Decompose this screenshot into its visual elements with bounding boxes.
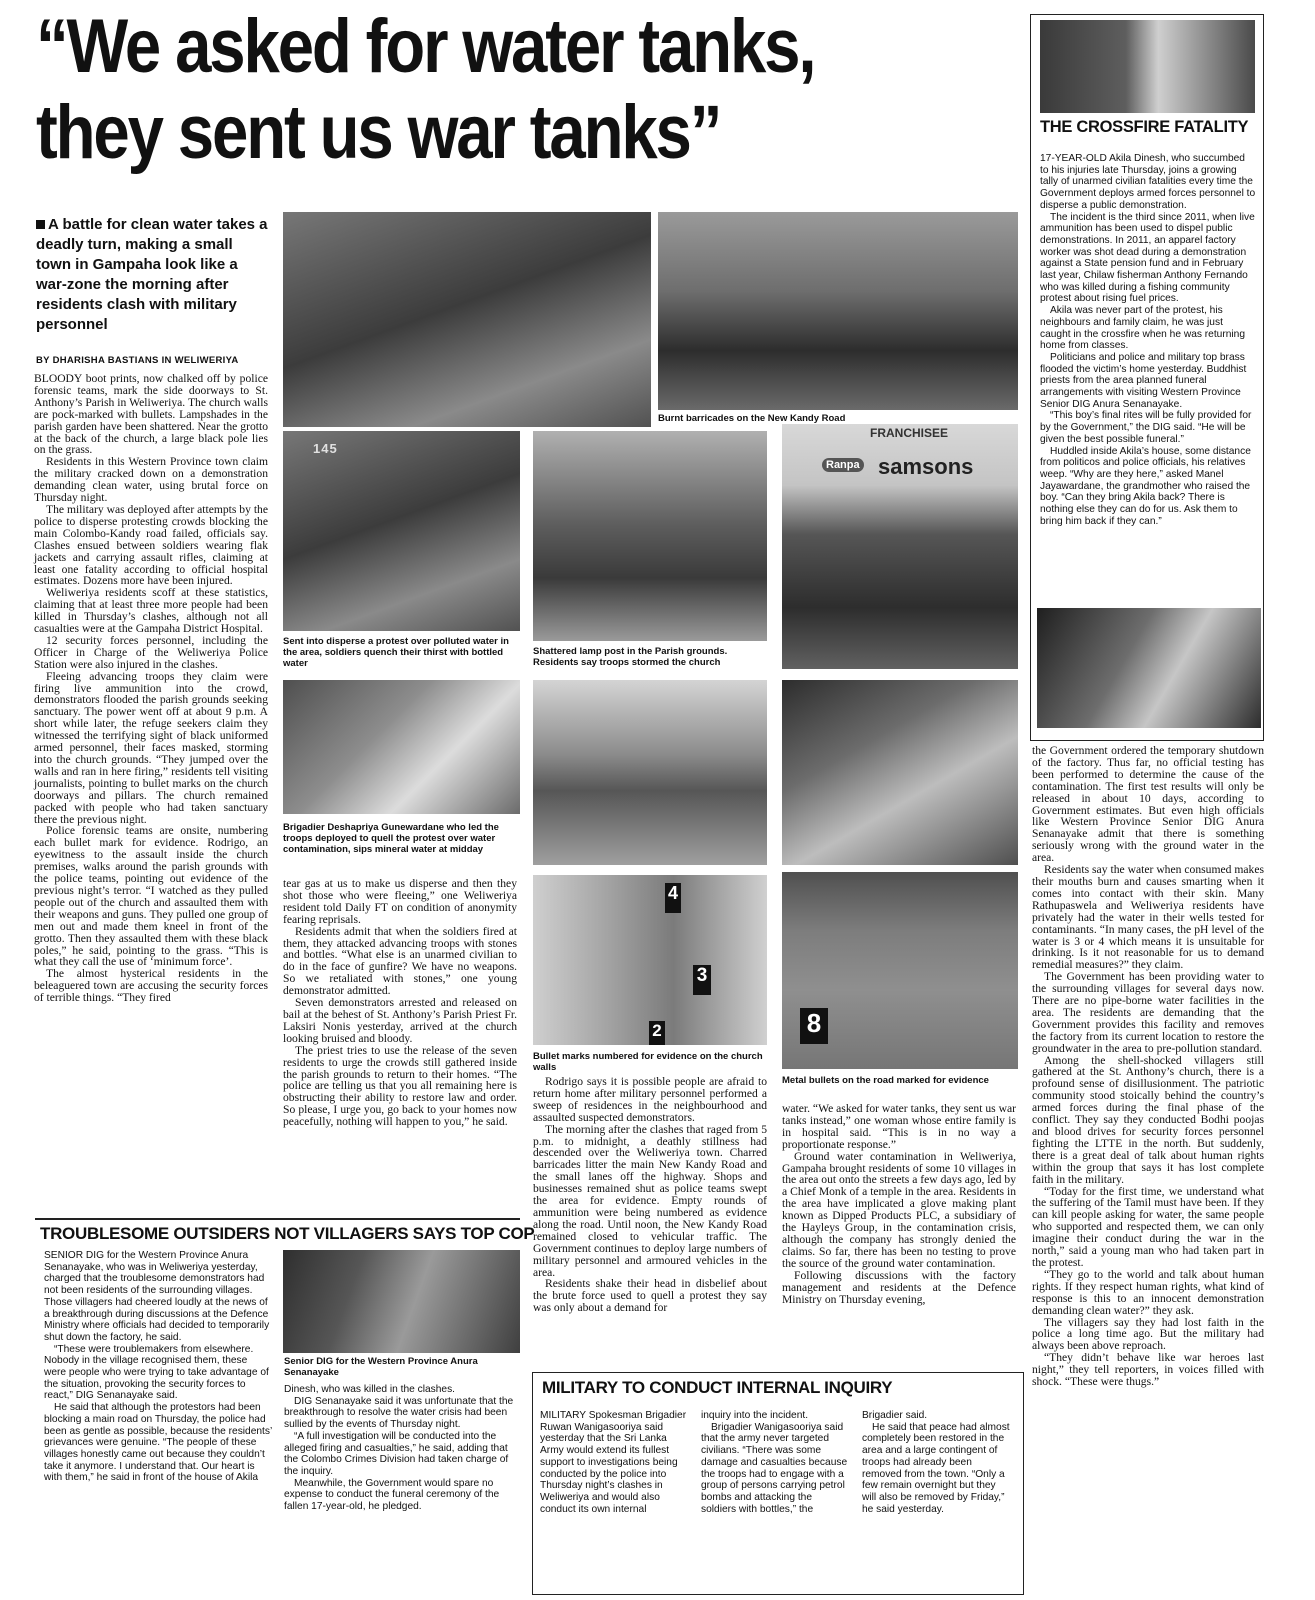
- paragraph: MILITARY Spokesman Brigadier Ruwan Wanigasooriya said yesterday that the Sri Lanka Army would extend its fullest support to investigations being conducted by the police into Thursday night’s clashes in Weliweriya and would also conduct its own internal: [540, 1410, 687, 1515]
- paragraph: “They go to the world and talk about human rights. If they respect human rights, what kind of response is this to an innocent demonstration demanding clean water?” they ask.: [1032, 1267, 1264, 1317]
- caption-senior-dig: Senior DIG for the Western Province Anura Senanayake: [284, 1356, 478, 1378]
- brigadier-photo: [283, 680, 520, 814]
- paragraph: BLOODY boot prints, now chalked off by police forensic teams, mark the side doorways to St. Anthony’s Parish in Weliweriya. The church walls are pock-marked with bullets. Lampshades in the parish garden have been shattered. Near the grotto at the back of the church, a large black pole lies on the grass.: [34, 372, 268, 457]
- sidebar-text: [1040, 153, 1256, 528]
- paragraph: Dinesh, who was killed in the clashes.: [284, 1384, 456, 1395]
- evidence-marker-8: 8: [800, 1008, 828, 1044]
- paragraph: the Government ordered the temporary shutdown of the factory. Thus far, no official testing has been performed to determine the cause of the contamination. The first test results will only be released in about 10 days, according to Government estimates. But even high officials like Western Province Senior DIG Anura Senanayake admit that there is something seriously wrong with the ground water in the area.: [1032, 744, 1264, 865]
- paragraph: Ground water contamination in Weliweriya, Gampaha brought residents of some 10 villages in the area out onto the streets a few days ago, led by a Chief Monk of a temple in the area. Residents in the area have implicated a glove making plant known as Dipped Products PLC, a subsidiary of the Hayleys Group, in the contamination crisis, although the company has strongly denied the claims. So far, there has been no testing to prove the source of the ground water contamination.: [782, 1149, 1016, 1270]
- paragraph: Weliweriya residents scoff at these statistics, claiming that at least three more people had been killed in Thursday’s clashes, although not all casualties were at the Gampaha District Hospital.: [34, 586, 268, 636]
- church-street-photo: [533, 680, 767, 865]
- caption-bullet-marks: Bullet marks numbered for evidence on the church walls: [533, 1051, 763, 1073]
- paragraph: Meanwhile, the Government would spare no expense to conduct the funeral ceremony of the fallen 17-year-old, he pledged.: [284, 1477, 500, 1513]
- paragraph: The incident is the third since 2011, when live ammunition has been used to dispel public demonstrations. In 2011, an apparel factory worker was shot dead during a demonstration against a State pension fund and in February last year, Chilaw fisherman Anthony Fernando who was killed during a fishing community protest about rising fuel prices.: [1040, 211, 1255, 305]
- box1-right-column: [284, 1384, 520, 1513]
- headline-line-2: they sent us war tanks”: [36, 90, 721, 175]
- deck-text: A battle for clean water takes a deadly turn, making a small town in Gampaha look like a war-zone the morning after residents clash with military personnel: [36, 216, 268, 333]
- paragraph: Among the shell-shocked villagers still gathered at the St. Anthony’s church, there is a profound sense of disillusionment. The patriotic community stood stoically behind the country’s armed forces during the final phase of the conflict. They say they conducted Bodhi poojas and blood drives for security forces personnel fighting the LTTE in the north. But suddenly, there is a great deal of talk about human rights within the group that says it has lost complete faith in the military.: [1032, 1053, 1264, 1186]
- franchisee-sign: FRANCHISEE: [870, 426, 949, 440]
- metal-bullets-photo: [782, 872, 1018, 1069]
- paragraph: DIG Senanayake said it was unfortunate that the breakthrough to resolve the water crisis had been sullied by the events of Thursday night.: [284, 1395, 514, 1431]
- paragraph: Brigadier said.: [862, 1410, 928, 1421]
- paragraph: Residents say the water when consumed makes their mouths burn and causes smarting when it comes into contact with their skin. Many Rathupaswela and Weliweriya residents have privately had the water in their wells tested for contaminants. “In many cases, the pH level of the water is 3 or 4 which means it is unsuitable for drinking. Is it not reasonable for us to demand remedial measures?” they claim.: [1032, 863, 1264, 972]
- armoured-vehicle-photo: [283, 212, 651, 427]
- paragraph: Brigadier Wanigasooriya said that the army never targeted civilians. “There was some damage and casualties because the troops had to engage with a group of persons carrying petrol bombs and attacking the soldiers with bottles,” the: [701, 1421, 848, 1515]
- bullet-marks-photo: [533, 875, 767, 1045]
- box1-left-column: [44, 1250, 272, 1484]
- article-column-5: [1032, 745, 1264, 1388]
- box2-column-a: [540, 1410, 688, 1515]
- paragraph: Seven demonstrators arrested and released on bail at the behest of St. Anthony’s Parish Priest Fr. Laksiri Nonis yesterday, arrived at the church looking bruised and bloody.: [283, 996, 517, 1045]
- article-column-2: [283, 878, 517, 1128]
- caption-soldiers-water: Sent into disperse a protest over polluted water in the area, soldiers quench their thirst with bottled water: [283, 636, 509, 669]
- evidence-marker-3: 3: [693, 965, 711, 995]
- paragraph: The military was deployed after attempts by the police to disperse protesting crowds blocking the main Colombo-Kandy road failed, officials say. Clashes ensued between soldiers wearing flak jackets and carrying assault rifles, claiming at least one fatality according to official hospital estimates. Dozens more have been injured.: [34, 502, 268, 588]
- paragraph: “Today for the first time, we understand what the suffering of the Tamil must have been. If they can kill people asking for water, the same people who supported and respected them, we can only imagine their conduct during the war in the north,” said a young man who had taken part in the protest.: [1032, 1184, 1264, 1269]
- article-column-1: [34, 373, 268, 1004]
- paragraph: SENIOR DIG for the Western Province Anura Senanayake, who was in Weliweriya yesterday, charged that the troublesome demonstrators had not been residents of the surrounding villages. Those villagers had cheered loudly at the news of a breakthrough during discussions at the Defence Ministry where officials had decided to temporarily shut down the factory, he said.: [44, 1250, 270, 1343]
- deck: [36, 215, 268, 335]
- paragraph: Residents shake their head in disbelief about the brute force used to quell a protest they say was only about a demand for: [533, 1277, 767, 1315]
- caption-metal-bullets: Metal bullets on the road marked for evidence: [782, 1075, 989, 1086]
- paragraph: The almost hysterical residents in the beleaguered town are accusing the security forces of terrible things. “They fired: [34, 967, 268, 1005]
- paragraph: Police forensic teams are onsite, numbering each bullet mark for evidence. Rodrigo, an eyewitness to the assault inside the church premises, walks around the parish grounds with the police teams, pointing out evidence of the previous night’s terror. “I watched as they pulled people out of the church and assaulted them with their weapons and guns. They pulled one group of men out and made them kneel in front of the grotto. Then they assaulted them with these black poles,” he said, pointing to the grass. “This is what they call the use of ‘minimum force’.: [34, 824, 268, 969]
- paragraph: 12 security forces personnel, including the Officer in Charge of the Weliweriya Police Station were also injured in the clashes.: [34, 633, 268, 671]
- burnt-barricades-photo: [658, 212, 1018, 410]
- paragraph: tear gas at us to make us disperse and then they shot those who were fleeing,” one Weliweriya resident told Daily FT on condition of anonymity fearing reprisals.: [283, 877, 517, 926]
- akila-dinesh-portrait: [1040, 20, 1255, 113]
- box2-title: MILITARY TO CONDUCT INTERNAL INQUIRY: [542, 1378, 893, 1397]
- samsons-sign: samsons: [878, 454, 974, 479]
- evidence-marker-4: 4: [665, 883, 681, 913]
- grandmother-photo: [1037, 608, 1261, 728]
- soldier-vehicle-photo: [782, 680, 1018, 865]
- paragraph: Fleeing advancing troops they claim were firing live ammunition into the crowd, demonstrators flooded the parish grounds seeking sanctuary. The power went off at about 9 p.m. A short while later, the refuge seekers claim they witnessed the terrifying sight of black uniformed armed personnel, their faces masked, storming into the church grounds. “They jumped over the walls and ran in here firing,” residents tell visiting journalists, pointing to bullet marks on the church doorways and pillars. The church remained packed with people who had taken sanctuary there the previous night.: [34, 669, 268, 826]
- paragraph: “A full investigation will be conducted into the alleged firing and casualties,” he said, adding that the Colombo Crimes Division had taken charge of the inquiry.: [284, 1430, 509, 1477]
- paragraph: Residents in this Western Province town claim the military cracked down on a demonstration demanding clean water, using brutal force on Thursday night.: [34, 455, 268, 505]
- paragraph: Politicians and police and military top brass flooded the victim’s home yesterday. Buddhist priests from the area planned funeral arrangements with visiting Western Province Senior DIG Anura Senanayake.: [1040, 351, 1247, 410]
- brand-logo: Ranpa: [822, 458, 864, 472]
- paragraph: The villagers say they had lost faith in the police a long time ago. But the military had always been above reproach.: [1032, 1315, 1264, 1353]
- paragraph: “This boy’s final rites will be fully provided for by the Government,” the DIG said. “He will be given the best possible funeral.”: [1040, 410, 1252, 445]
- paragraph: Akila was never part of the protest, his neighbours and family claim, he was just caught in the crossfire when he was returning home from classes.: [1040, 305, 1245, 352]
- paragraph: He said that peace had almost completely been restored in the area and a large contingent of troops had already been removed from the town. “Only a few remain overnight but they will also be removed by Friday,” he said yesterday.: [862, 1421, 1010, 1515]
- paragraph: Rodrigo says it is possible people are afraid to return home after military personnel performed a sweep of residences in the neighbourhood and assaulted suspected demonstrators.: [533, 1075, 767, 1124]
- byline: BY DHARISHA BASTIANS IN WELIWERIYA: [36, 355, 239, 366]
- bus-number: 145: [313, 441, 338, 456]
- paragraph: The morning after the clashes that raged from 5 p.m. to midnight, a deathly stillness had descended over the Weliweriya town. Charred barricades litter the main New Kandy Road and the small lanes off the highway. Shops and businesses remained shut as police teams swept the area for evidence. Empty rounds of ammunition were being numbered as evidence along the road. Until noon, the New Kandy Road remained closed to vehicular traffic. The Government continues to deploy large numbers of military personnel and armoured vehicles in the area.: [533, 1122, 767, 1279]
- box1-title: TROUBLESOME OUTSIDERS NOT VILLAGERS SAYS TOP COP: [40, 1224, 535, 1243]
- paragraph: He said that although the protestors had been blocking a main road on Thursday, the police had been as gentle as possible, because the residents’ grievances were genuine. “The people of these villages honestly came out because they couldn’t take it anymore. I understand that. Our heart is with them,” he said in front of the house of Akila: [44, 1402, 272, 1484]
- paragraph: 17-YEAR-OLD Akila Dinesh, who succumbed to his injuries late Thursday, joins a growing tally of unarmed civilian fatalities every time the Government deploys armed forces personnel to disperse a public demonstration.: [1040, 153, 1256, 211]
- article-column-3: [533, 1076, 767, 1314]
- headline: [36, 4, 887, 176]
- paragraph: Huddled inside Akila’s house, some distance from politicos and police officials, his relatives weep. “Why are they here,” asked Manel Jayawardane, the grandmother who raised the boy. “Can they bring Akila back? There is nothing else they can do for us. Ask them to bring him back if they can.”: [1040, 445, 1251, 527]
- paragraph: “These were troublemakers from elsewhere. Nobody in the village recognised them, these were people who were trying to take advantage of the situation, provoking the security forces to react,” DIG Senanayake said.: [44, 1343, 269, 1402]
- paragraph: inquiry into the incident.: [701, 1410, 809, 1421]
- caption-barricades: Burnt barricades on the New Kandy Road: [658, 413, 846, 424]
- senior-dig-photo: [283, 1250, 520, 1353]
- paragraph: Residents admit that when the soldiers fired at them, they attacked advancing troops with stones and bottles. “What else is an unarmed civilian to do in the face of gunfire? We have no weapons. So we retaliated with stones,” one young demonstrator admitted.: [283, 924, 517, 998]
- soldiers-water-photo: [283, 431, 520, 631]
- paragraph: Following discussions with the factory management and residents at the Defence Ministry on Thursday evening,: [782, 1268, 1016, 1306]
- box2-column-b: [701, 1410, 849, 1515]
- paragraph: “They didn’t behave like war heroes last night,” they tell reporters, in voices filled with shock. “These were thugs.”: [1032, 1351, 1264, 1389]
- evidence-marker-2: 2: [649, 1021, 665, 1045]
- lamp-post-photo: [533, 431, 767, 641]
- paragraph: The Government has been providing water to the surrounding villages for several days now. There are no pipe-borne water facilities in the area. The residents are demanding that the Government provides this facility and removes the factory from its current location to restore the groundwater in the area to pre-pollution standard.: [1032, 970, 1264, 1055]
- sidebar-title: THE CROSSFIRE FATALITY: [1040, 118, 1249, 136]
- troops-motorcycles-photo: [782, 424, 1018, 669]
- caption-brigadier: Brigadier Deshapriya Gunewardane who led the troops deployed to quell the protest over water contamination, sips mineral water at midday: [283, 822, 499, 855]
- bullet-square-icon: [36, 220, 45, 229]
- box2-column-c: [862, 1410, 1012, 1515]
- paragraph: water. “We asked for water tanks, they sent us war tanks instead,” one woman whose entire family is in hospital said. “This is in no way a proportionate response.”: [782, 1102, 1016, 1151]
- paragraph: The priest tries to use the release of the seven residents to urge the crowds still gathered inside the parish grounds to return to their homes. “The police are telling us that you all remaining here is obstructing their ability to restore law and order. So please, I urge you, go back to your homes now peacefully, nothing will happen to you,” he said.: [283, 1043, 517, 1129]
- caption-lamp-post: Shattered lamp post in the Parish grounds. Residents say troops stormed the church: [533, 646, 728, 668]
- article-column-4: [782, 1103, 1016, 1305]
- headline-line-1: “We asked for water tanks,: [36, 4, 815, 89]
